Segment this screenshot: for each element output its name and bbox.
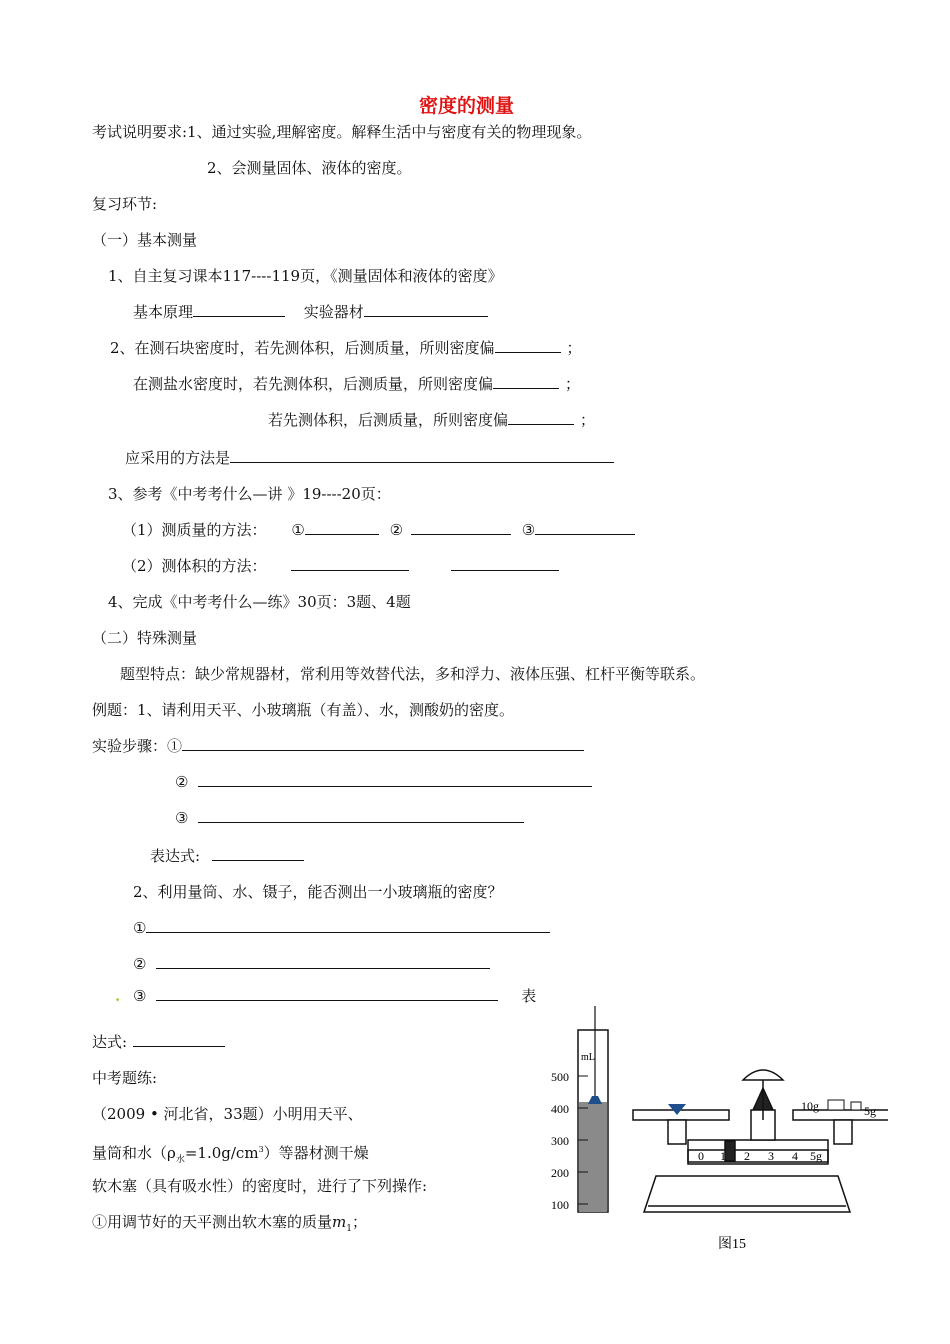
steps-line-2 [175,772,592,792]
volume-methods-line [122,556,559,576]
weight-label-5g: 5g [864,1104,876,1118]
q2-blank-2 [493,374,559,389]
exam-problem-line-4 [92,1212,367,1239]
step-circle-2: ② [175,773,189,791]
expression-start: 表 [521,987,537,1005]
method-line [125,448,614,468]
q2-text-1: 2、在测石块密度时，若先测体积，后测质量，所则密度偏 [110,339,495,357]
steps-line-3 [175,808,524,828]
ex2-blank-2 [156,954,490,969]
step-blank-2 [198,772,592,787]
density-superscript: 3 [258,1145,264,1154]
question-features: 题型特点：缺少常规器材，常利用等效替代法，多和浮力、液体压强、杠杆平衡等联系。 [120,665,706,683]
question-2-line-3 [268,410,595,430]
q2-blank-3 [508,410,574,425]
question-3: 3、参考《中考考什么—讲 》19----20页： [108,485,391,503]
mass-subscript: 1 [346,1224,352,1234]
q2-blank-1 [495,338,561,353]
expression-label: 表达式: [150,847,201,865]
figure-caption: 图15 [718,1237,746,1250]
q2-text-3: 若先测体积，后测质量，所则密度偏 [268,411,509,429]
exam-problem-line-3: 软木塞（具有吸水性）的密度时，进行了下列操作: [92,1177,428,1195]
mass-symbol: m [332,1213,347,1231]
step-circle-1: ① [167,737,183,755]
weight-label-10g: 10g [801,1099,819,1113]
ex2-circle-3: ③ [133,987,147,1005]
mass-blank-1 [305,520,379,535]
cylinder-unit: mL [581,1052,595,1063]
equipment-blank [364,302,488,317]
scale-0: 0 [698,1149,704,1163]
question-1: 1、自主复习课本117----119页，《测量固体和液体的密度》 [108,267,503,285]
cylinder-tick-500: 500 [551,1070,569,1084]
volume-methods-label: （2）测体积的方法： [122,557,267,575]
principle-label: 基本原理 [133,303,194,321]
step-1-text: ①用调节好的天平测出软木塞的质量 [92,1213,333,1231]
cylinder-tick-400: 400 [551,1102,569,1116]
ex2-line-1 [133,918,550,938]
page-title: 密度的测量 [419,95,515,117]
step-blank-1 [182,736,584,751]
example-2: 2、利用量筒、水、镊子，能否测出一小玻璃瓶的密度？ [133,883,503,901]
q2-text-2: 在测盐水密度时，若先测体积，后测质量，所则密度偏 [133,375,494,393]
cylinder-tick-200: 200 [551,1166,569,1180]
scale-5g: 5g [810,1149,822,1163]
bullet-dot: . [115,987,121,1005]
mass-circle-2: ② [389,521,404,539]
ex2-blank-3 [156,986,498,1001]
mass-circle-3: ③ [521,521,536,539]
scale-1: 1 [720,1149,726,1163]
step-1-end: ； [351,1213,367,1231]
q2-semicolon-1: ； [566,339,582,357]
step-blank-3 [198,808,524,823]
mass-circle-1: ① [291,521,305,539]
ex2-line-3 [115,986,536,1006]
ex2-circle-1: ① [133,919,147,937]
question-2-line-1 [110,338,582,358]
principle-equipment-line [133,302,488,322]
question-2-line-2 [133,374,580,394]
ex2-line-2 [133,954,490,974]
exam-problem-line-1: （2009 • 河北省，33题）小明用天平、 [92,1105,363,1123]
density-tail: ）等器材测干燥 [263,1144,369,1162]
mass-methods-label: （1）测质量的方法： [122,521,267,539]
weight-5g [851,1102,861,1110]
method-label: 应采用的方法是 [125,449,231,467]
density-rho: 量筒和水（ρ [92,1144,176,1162]
example-1: 例题：1、请利用天平、小玻璃瓶（有盖）、水，测酸奶的密度。 [92,701,515,719]
section-basic-heading: （一）基本测量 [92,231,198,249]
expression-line [150,846,304,866]
ex2-circle-2: ② [133,955,147,973]
cylinder-tick-300: 300 [551,1134,569,1148]
mass-methods-line [122,520,635,540]
ex2-expression-line [92,1032,225,1052]
ex2-blank-1 [146,918,550,933]
method-blank [230,448,614,463]
q2-semicolon-3: ； [580,411,596,429]
volume-blank-1 [291,556,409,571]
weight-10g [828,1100,844,1110]
review-heading: 复习环节: [92,195,158,213]
density-value: =1.0g/cm [184,1144,259,1162]
q2-semicolon-2: ； [565,375,581,393]
mass-blank-3 [535,520,635,535]
ex2-expression-label: 达式: [92,1033,128,1051]
exam-requirements-2: 2、会测量固体、液体的密度。 [207,159,412,177]
section-special-heading: （二）特殊测量 [92,629,198,647]
scale-3: 3 [768,1149,774,1163]
ex2-expression-blank [133,1032,225,1047]
volume-blank-2 [451,556,559,571]
steps-label: 实验步骤： [92,737,168,755]
question-4: 4、完成《中考考什么—练》30页：3题、4题 [108,593,411,611]
equipment-label: 实验器材 [303,303,364,321]
cylinder-tick-100: 100 [551,1198,569,1212]
balance [633,1070,888,1212]
step-circle-3: ③ [175,809,189,827]
density-subscript: 水 [175,1155,185,1165]
figure-15 [548,1000,888,1250]
measuring-cylinder [551,1006,608,1212]
expression-blank [212,846,304,861]
exam-problem-line-2 [92,1140,369,1170]
steps-line-1 [92,736,584,756]
exam-practice-heading: 中考题练: [92,1069,158,1087]
mass-blank-2 [411,520,511,535]
principle-blank [193,302,285,317]
scale-4: 4 [792,1149,798,1163]
exam-requirements: 考试说明要求:1、通过实验,理解密度。解释生活中与密度有关的物理现象。 [92,123,592,141]
scale-2: 2 [744,1149,750,1163]
